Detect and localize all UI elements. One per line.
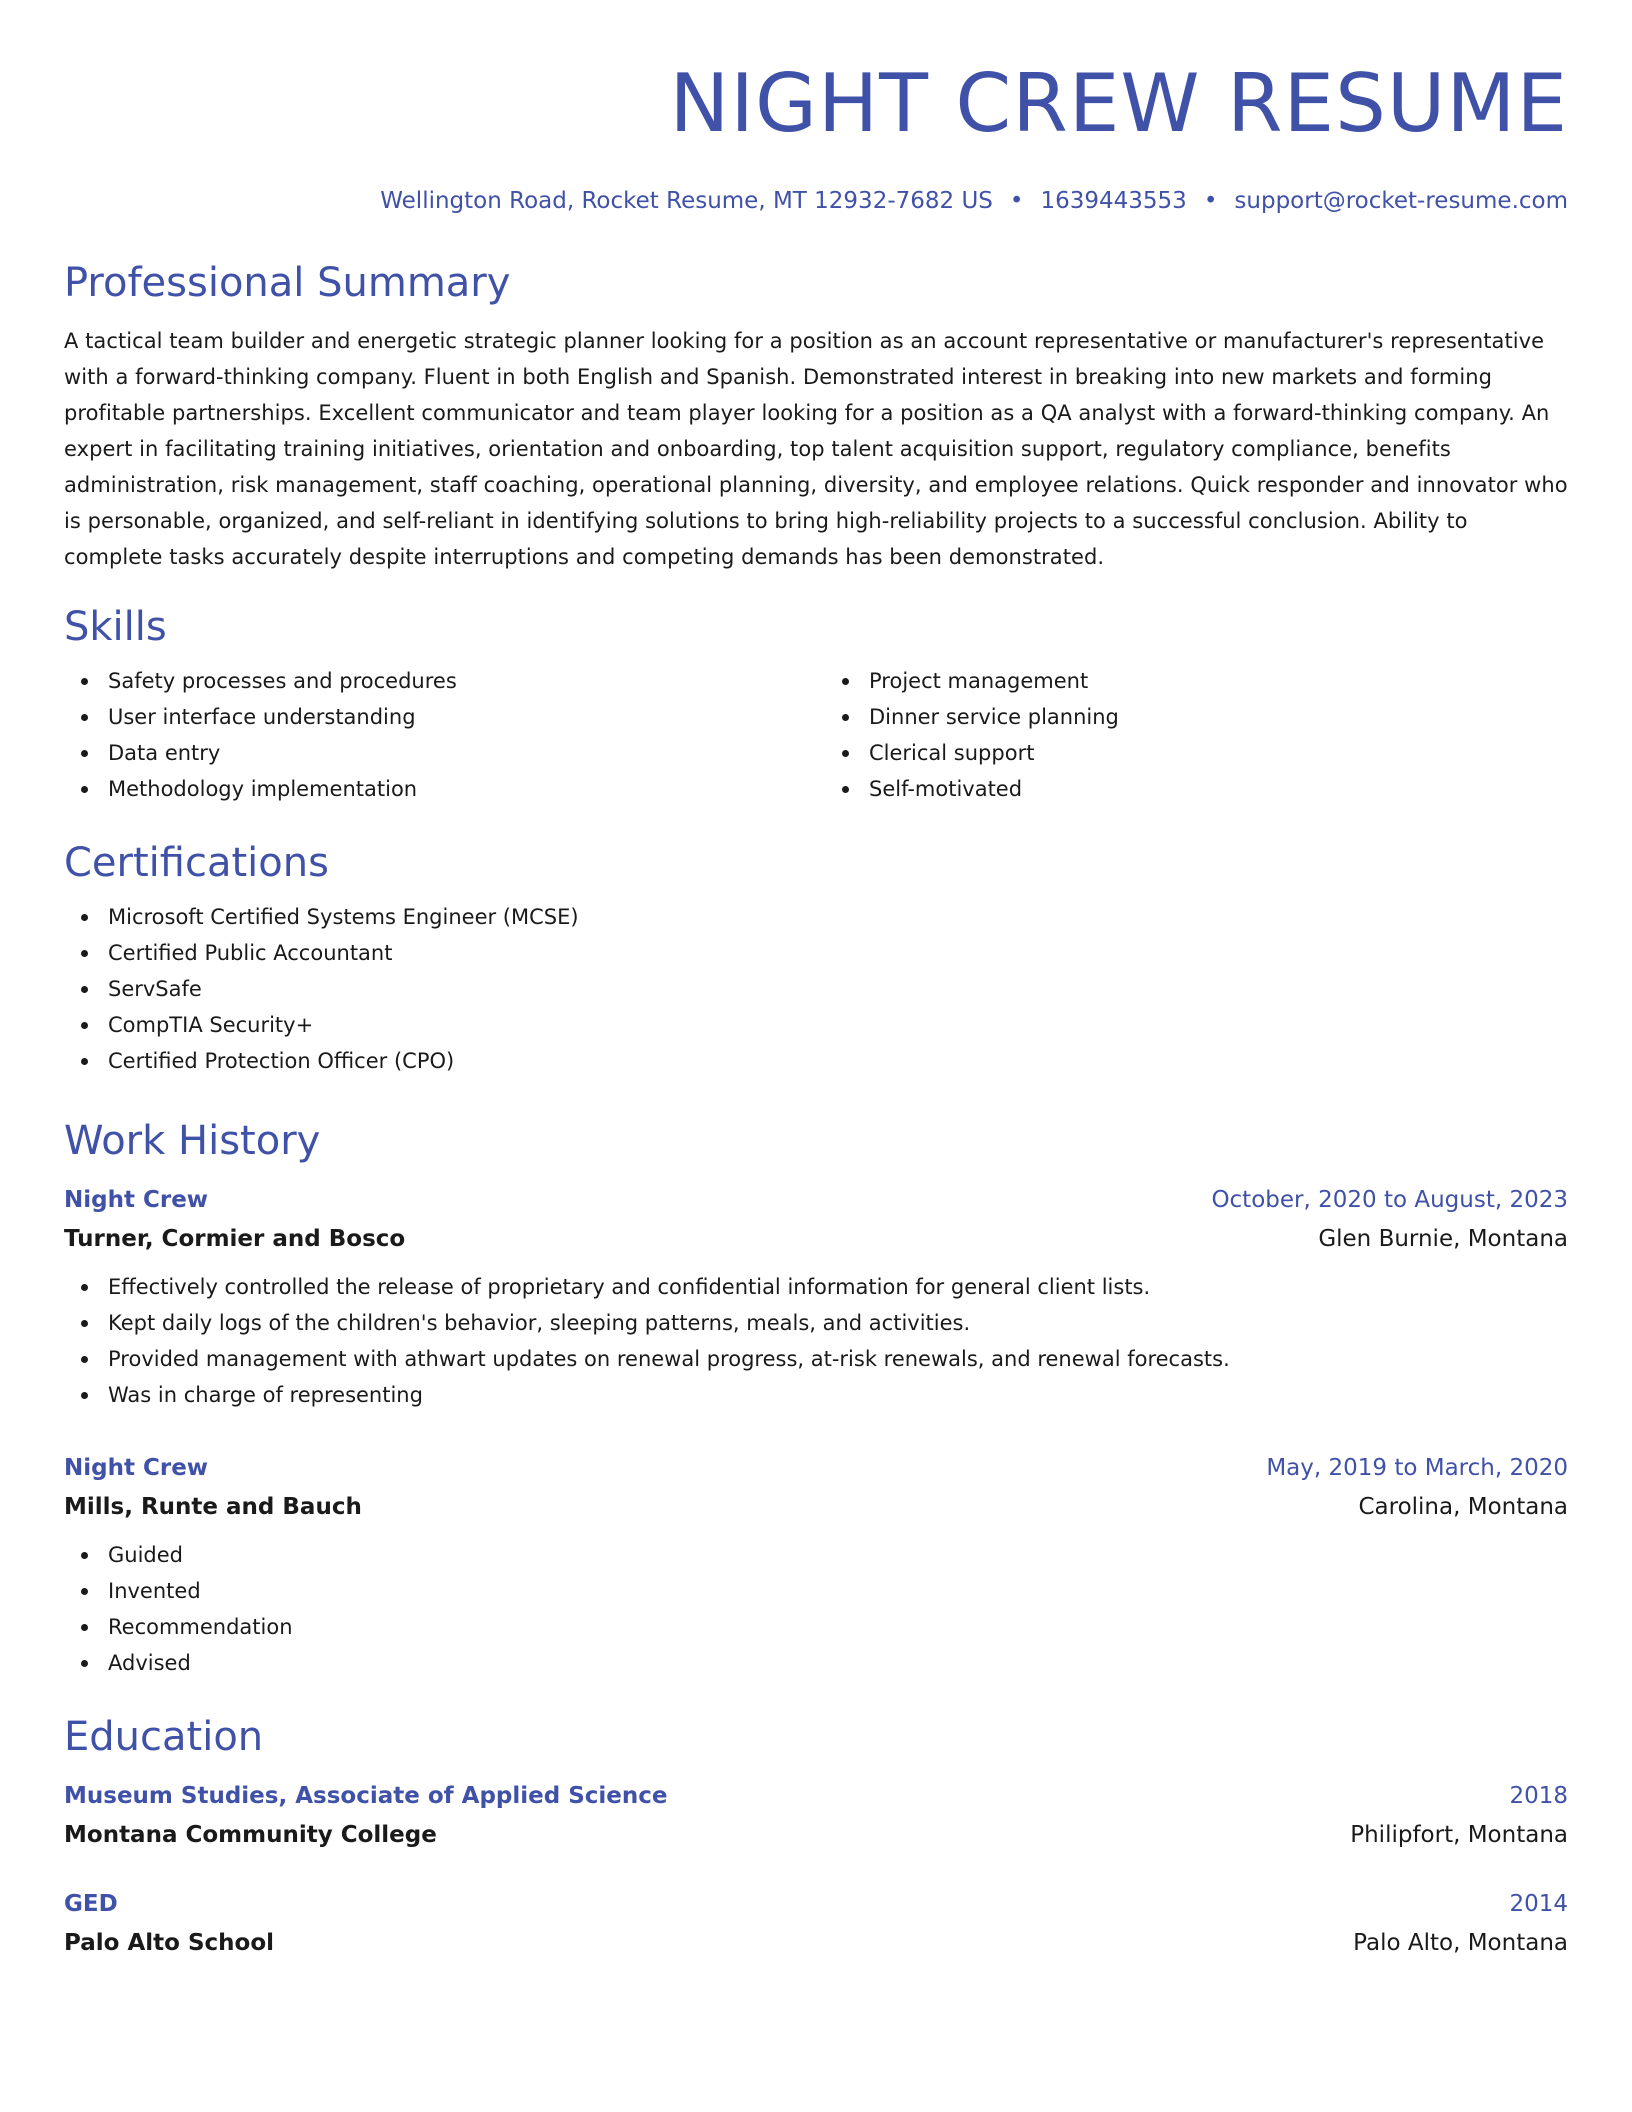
skills-column-right [825,663,1568,807]
job-duty-item: Guided [108,1537,1568,1573]
education-entry [64,1885,1568,1963]
certification-item: CompTIA Security+ [108,1007,1568,1043]
contact-separator: • [1009,188,1024,214]
resume-header [64,56,1568,216]
contact-address: Wellington Road, Rocket Resume, MT 12932-7682 US [380,188,993,214]
education-degree: GED [64,1891,118,1917]
job-title-row [64,1181,1568,1219]
job-company: Turner, Cormier and Bosco [64,1226,406,1252]
job-dates: October, 2020 to August, 2023 [1211,1187,1568,1213]
certification-item: Microsoft Certified Systems Engineer (MCSE) [108,899,1568,935]
certifications-heading: Certifications [64,840,329,886]
education-school-row [64,1815,1568,1855]
education-school: Montana Community College [64,1822,437,1848]
contact-phone: 1639443553 [1040,188,1187,214]
job-duty-item: Was in charge of representing [108,1377,1568,1413]
skill-item: Self-motivated [869,771,1568,807]
job-role: Night Crew [64,1187,209,1213]
education-location: Palo Alto, Montana [1353,1930,1568,1956]
job-duty-item: Provided management with athwart updates on renewal progress, at-risk renewals, and renewal forecasts. [108,1341,1568,1377]
job-dates: May, 2019 to March, 2020 [1266,1455,1568,1481]
job-location: Glen Burnie, Montana [1318,1226,1568,1252]
certifications-list [64,899,1568,1079]
resume-title: NIGHT CREW RESUME [669,57,1568,150]
job-company-row [64,1219,1568,1259]
contact-email: support@rocket-resume.com [1234,188,1568,214]
job-company: Mills, Runte and Bauch [64,1494,362,1520]
education-year: 2014 [1509,1891,1568,1917]
certification-item: Certified Public Accountant [108,935,1568,971]
education-school: Palo Alto School [64,1930,274,1956]
certification-item: ServSafe [108,971,1568,1007]
job-duty-item: Advised [108,1645,1568,1681]
job-duty-item: Kept daily logs of the children's behavior, sleeping patterns, meals, and activities. [108,1305,1568,1341]
skill-item: Safety processes and procedures [108,663,807,699]
resume-page [64,56,1568,1963]
job-location: Carolina, Montana [1358,1494,1568,1520]
job-duty-item: Invented [108,1573,1568,1609]
education-degree-row [64,1777,1568,1815]
certification-item: Certified Protection Officer (CPO) [108,1043,1568,1079]
skill-item: User interface understanding [108,699,807,735]
education-degree: Museum Studies, Associate of Applied Science [64,1783,668,1809]
contact-line [64,186,1568,216]
job-entry [64,1449,1568,1681]
job-duty-item: Effectively controlled the release of proprietary and confidential information for general client lists. [108,1269,1568,1305]
skills-list [64,651,1568,807]
education-school-row [64,1923,1568,1963]
education-entry [64,1777,1568,1855]
summary-heading: Professional Summary [64,260,511,306]
education-degree-row [64,1885,1568,1923]
contact-separator: • [1203,188,1218,214]
job-company-row [64,1487,1568,1527]
skills-heading: Skills [64,604,167,650]
education-heading: Education [64,1714,264,1760]
skill-item: Clerical support [869,735,1568,771]
job-duties [64,1269,1568,1413]
education-location: Philipfort, Montana [1350,1822,1568,1848]
job-entry [64,1181,1568,1413]
skills-column-left [64,663,807,807]
job-title-row [64,1449,1568,1487]
work-history-heading: Work History [64,1118,321,1164]
skill-item: Data entry [108,735,807,771]
skill-item: Methodology implementation [108,771,807,807]
job-duties [64,1537,1568,1681]
skill-item: Project management [869,663,1568,699]
skill-item: Dinner service planning [869,699,1568,735]
summary-text: A tactical team builder and energetic strategic planner looking for a position as an account representative or manufacturer's representative with a forward-thinking company. Fluent in both English and Spanish. Demonstrated interest in breaking into new markets and forming profitable partnerships. Excellent communicator and team player looking for a position as a QA analyst with a forward-thinking company. An expert in facilitating training initiatives, orientation and onboarding, top talent acquisition support, regulatory compliance, benefits administration, risk management, staff coaching, operational planning, diversity, and employee relations. Quick responder and innovator who is personable, organized, and self-reliant in identifying solutions to bring high-reliability projects to a successful conclusion. Ability to complete tasks accurately despite interruptions and competing demands has been demonstrated. [64,329,1568,569]
education-year: 2018 [1509,1783,1568,1809]
job-duty-item: Recommendation [108,1609,1568,1645]
job-role: Night Crew [64,1455,209,1481]
